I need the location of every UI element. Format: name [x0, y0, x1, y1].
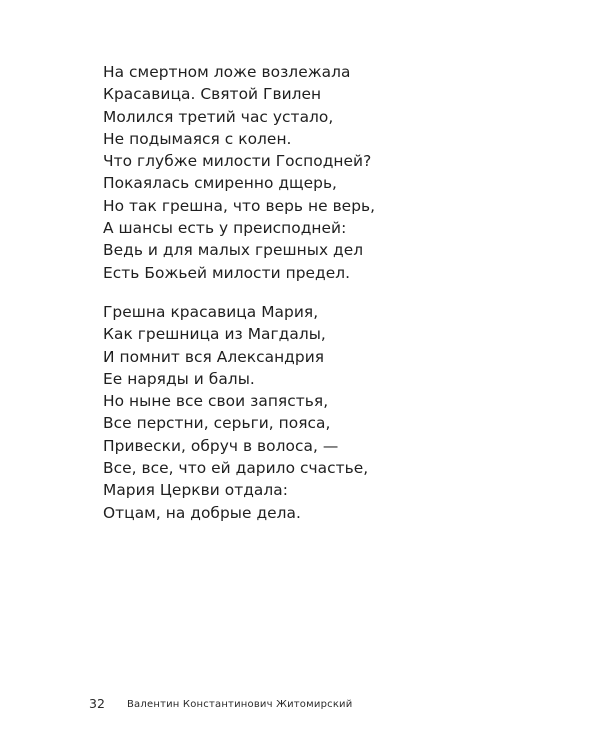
poem-line: Не подымаяся с колен.	[103, 129, 292, 148]
poem-line: Что глубже милости Господней?	[103, 152, 372, 171]
poem-line: Ее наряды и балы.	[103, 369, 255, 388]
poem-line: Грешна красавица Мария,	[103, 303, 319, 321]
poem-line: Все перстни, серьги, пояса,	[103, 414, 331, 433]
poem-line: Но ныне все свои запястья,	[103, 392, 329, 411]
poem-line: На смертном ложе возлежала	[103, 63, 351, 81]
poem-line: Как грешница из Магдалы,	[103, 325, 326, 344]
poem-line: Покаялась смиренно дщерь,	[103, 174, 338, 193]
poem-stanza-2	[103, 301, 368, 524]
running-author: Валентин Константинович Житомирский	[127, 699, 353, 710]
page-number: 32	[89, 696, 105, 711]
page-footer	[0, 696, 600, 712]
poem-line: Ведь и для малых грешных дел	[103, 241, 364, 260]
poem-line: Отцам, на добрые дела.	[103, 503, 301, 522]
poem-line: Все, все, что ей дарило счастье,	[103, 459, 369, 478]
poem-line: Красавица. Святой Гвилен	[103, 85, 322, 104]
poem-line: Привески, обруч в волоса, —	[103, 436, 339, 455]
poem-line: Молился третий час устало,	[103, 107, 334, 126]
poem-line: Есть Божьей милости предел.	[103, 263, 351, 282]
poem-line: Мария Церкви отдала:	[103, 481, 288, 500]
poem-stanza-1	[103, 61, 375, 284]
poem-line: Но так грешна, что верь не верь,	[103, 196, 376, 215]
poem-line: А шансы есть у преисподней:	[103, 219, 347, 238]
poem-line: И помнит вся Александрия	[103, 347, 325, 366]
